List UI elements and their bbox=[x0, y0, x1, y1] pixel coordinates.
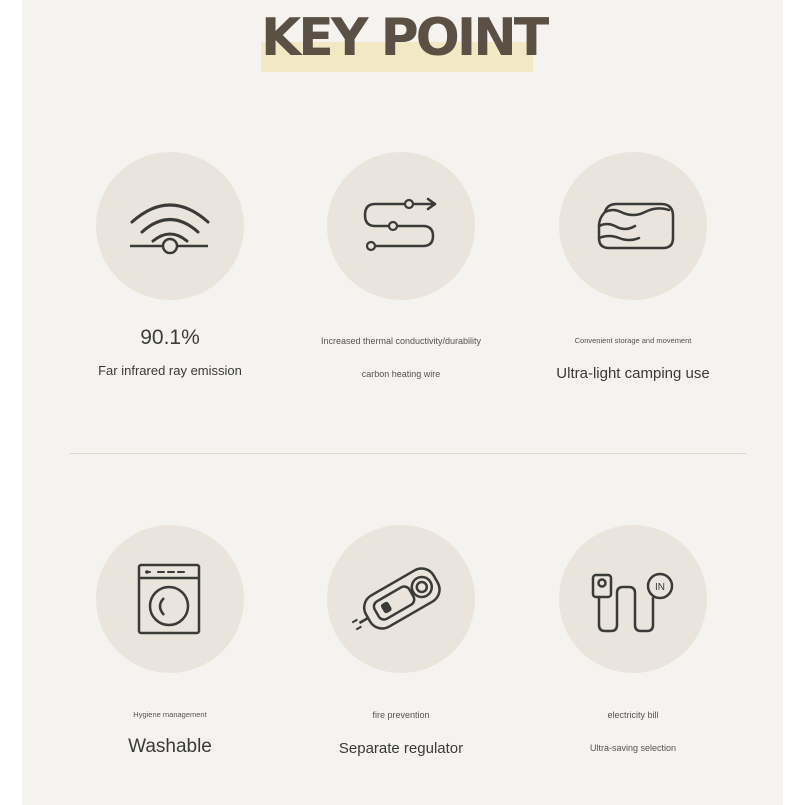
feature-caption-small: electricity bill bbox=[607, 710, 659, 720]
feature-caption-small: Hygiene management bbox=[133, 710, 207, 719]
feature-caption: Ultra-light camping use bbox=[556, 365, 710, 382]
feature-carbon-heating-wire bbox=[291, 152, 511, 392]
key-point-page bbox=[22, 0, 783, 805]
section-divider bbox=[70, 453, 746, 454]
wifi-signal-icon bbox=[96, 152, 244, 300]
power-outlet-icon bbox=[559, 525, 707, 673]
feature-caption-small: fire prevention bbox=[372, 710, 430, 720]
feature-caption: Separate regulator bbox=[338, 740, 464, 757]
feature-caption: carbon heating wire bbox=[361, 369, 441, 379]
feature-ultra-saving bbox=[523, 525, 743, 765]
feature-separate-regulator bbox=[291, 525, 511, 765]
regulator-controller-icon bbox=[327, 525, 475, 673]
feature-icon-circle bbox=[327, 525, 475, 673]
feature-icon-circle bbox=[327, 152, 475, 300]
page-title: KEY POINT bbox=[261, 8, 547, 68]
feature-caption-small: Increased thermal conductivity/durability bbox=[320, 336, 482, 346]
feature-icon-circle bbox=[96, 525, 244, 673]
washing-machine-icon bbox=[96, 525, 244, 673]
heating-wire-icon bbox=[327, 152, 475, 300]
feature-stat: 90.1% bbox=[140, 326, 200, 349]
feature-caption: Ultra-saving selection bbox=[589, 743, 677, 753]
feature-washable bbox=[60, 525, 280, 765]
feature-caption-small: Convenient storage and movement bbox=[574, 336, 692, 345]
outlet-badge-label: IN bbox=[655, 582, 665, 593]
folded-blanket-icon bbox=[559, 152, 707, 300]
feature-icon-circle bbox=[559, 152, 707, 300]
feature-caption: Washable bbox=[128, 736, 212, 757]
feature-ultra-light bbox=[523, 152, 743, 392]
feature-caption: Far infrared ray emission bbox=[98, 363, 242, 378]
feature-far-infrared bbox=[60, 152, 280, 392]
title-block bbox=[261, 6, 547, 70]
feature-icon-circle bbox=[96, 152, 244, 300]
feature-icon-circle bbox=[559, 525, 707, 673]
